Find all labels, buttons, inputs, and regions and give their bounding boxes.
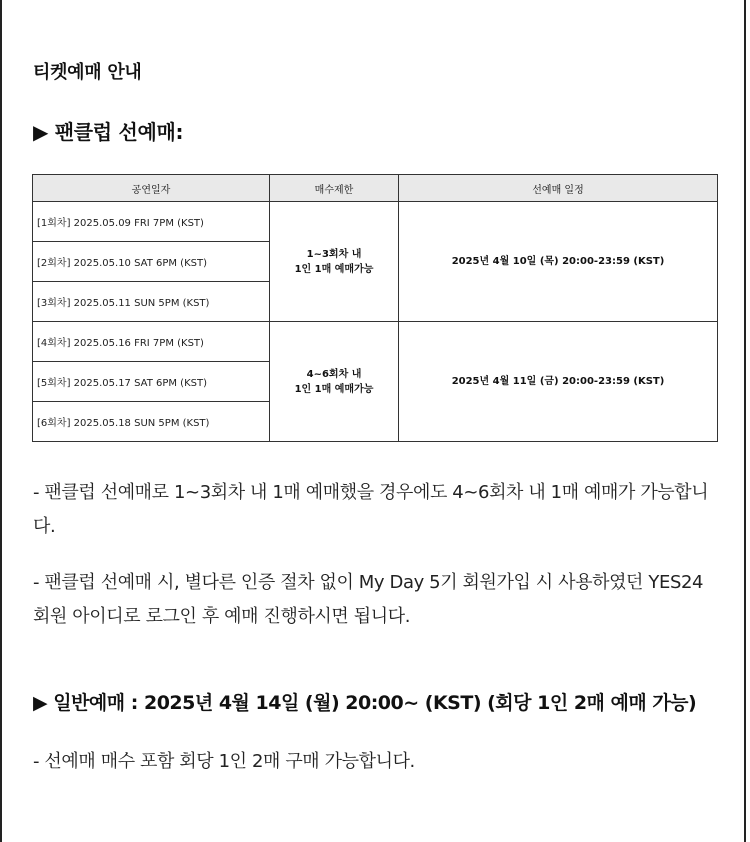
header-ticket-limit: 매수제한 — [270, 175, 399, 202]
performance-date-6: [6회차] 2025.05.18 SUN 5PM (KST) — [33, 402, 270, 442]
presale-schedule-group-1: 2025년 4월 10일 (목) 20:00-23:59 (KST) — [399, 202, 718, 322]
table-row — [33, 202, 718, 242]
header-presale-schedule: 선예매 일정 — [399, 175, 718, 202]
presale-note-2: - 팬클럽 선예매 시, 별다른 인증 절차 없이 My Day 5기 회원가입 시 사용하였던 YES24 회원 아이디로 로그인 후 예매 진행하시면 됩니다. — [33, 572, 704, 627]
ticket-limit-line1: 4~6회차 내 — [306, 368, 362, 380]
notice-title: 티켓예매 안내 — [33, 62, 142, 83]
ticket-limit-line2: 1인 1매 예매가능 — [294, 383, 374, 395]
general-sale-title: ▶ 일반예매 : 2025년 4월 14일 (월) 20:00~ (KST) (회당 1인 2매 예매 가능) — [33, 692, 697, 714]
performance-date-3: [3회차] 2025.05.11 SUN 5PM (KST) — [33, 282, 270, 322]
presale-schedule-table — [32, 174, 718, 442]
performance-date-4: [4회차] 2025.05.16 FRI 7PM (KST) — [33, 322, 270, 362]
presale-note-1: - 팬클럽 선예매로 1~3회차 내 1매 예매했을 경우에도 4~6회차 내 1매 예매가 가능합니다. — [33, 482, 709, 537]
ticket-limit-group-2 — [270, 322, 399, 442]
presale-schedule-group-2: 2025년 4월 11일 (금) 20:00-23:59 (KST) — [399, 322, 718, 442]
ticket-limit-line1: 1~3회차 내 — [306, 248, 362, 260]
table-row — [33, 322, 718, 362]
performance-date-2: [2회차] 2025.05.10 SAT 6PM (KST) — [33, 242, 270, 282]
table-header-row — [33, 175, 718, 202]
performance-date-5: [5회차] 2025.05.17 SAT 6PM (KST) — [33, 362, 270, 402]
ticket-limit-line2: 1인 1매 예매가능 — [294, 263, 374, 275]
ticket-limit-group-1 — [270, 202, 399, 322]
general-sale-note: - 선예매 매수 포함 회당 1인 2매 구매 가능합니다. — [33, 751, 415, 772]
presale-section-title: ▶ 팬클럽 선예매: — [33, 120, 184, 144]
header-performance-date: 공연일자 — [33, 175, 270, 202]
performance-date-1: [1회차] 2025.05.09 FRI 7PM (KST) — [33, 202, 270, 242]
